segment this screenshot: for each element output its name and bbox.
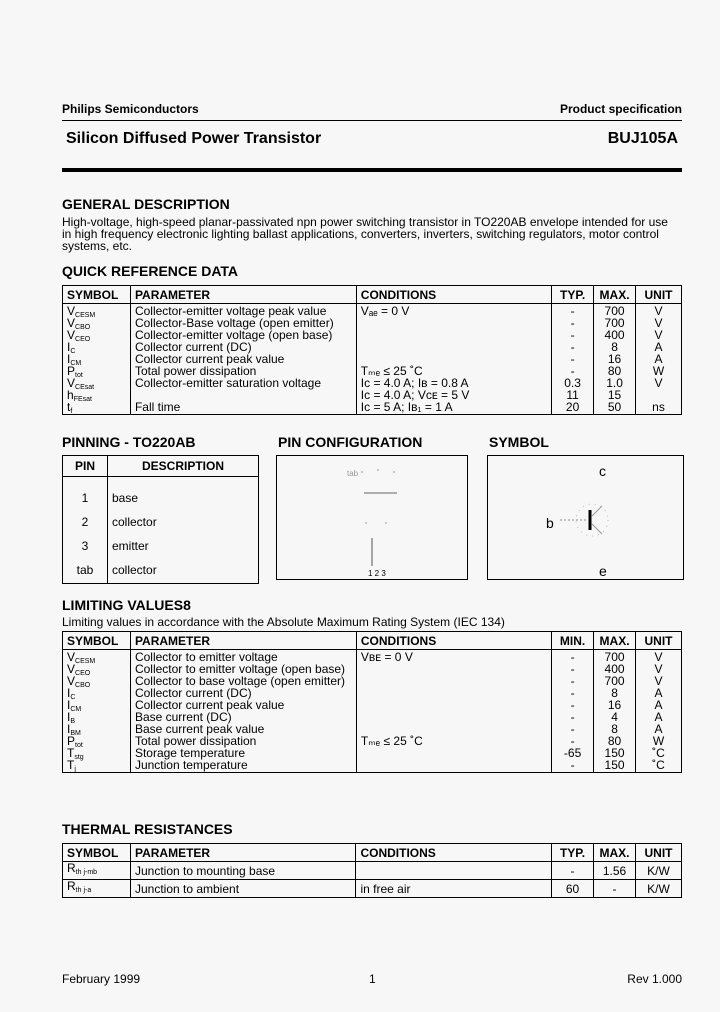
collector-label: c — [599, 463, 606, 479]
col-parameter: PARAMETER — [130, 844, 355, 862]
col-symbol: SYMBOL — [63, 286, 131, 304]
thermal-table — [62, 843, 682, 898]
limiting-values-table — [62, 631, 682, 773]
table-row — [63, 304, 682, 415]
general-description-text — [62, 216, 692, 252]
to220-package-drawing — [277, 456, 467, 579]
document-title: Silicon Diffused Power Transistor — [66, 130, 322, 147]
symbol-cell: $V_{CESM}$ $V_{CBO}$ $V_{CEO}$ $I_C$ $I_{CM}$ $P_{tot}$ $V_{CEsat}$ $h_{FEsat}$ $t_f$ — [63, 304, 131, 415]
parameter-cell: Collector-emitter voltage peak value Collector-Base voltage (open emitter) Collector-emitter voltage (open base) Collector current (DC) Collector current peak value Total power dissipation Collector-emitter saturation voltage Fall time — [130, 304, 356, 415]
title-rule — [62, 168, 682, 172]
thermal-heading: THERMAL RESISTANCES — [62, 821, 233, 837]
col-symbol: SYMBOL — [63, 632, 131, 650]
base-label: b — [546, 515, 554, 531]
col-parameter: PARAMETER — [130, 632, 356, 650]
limiting-values-subtitle: Limiting values in accordance with the Absolute Maximum Rating System (IEC 134) — [62, 615, 505, 629]
symbol-box — [487, 455, 684, 580]
col-unit: UNIT — [636, 286, 682, 304]
npn-transistor-symbol — [488, 456, 683, 579]
pinning-table — [62, 455, 259, 584]
col-max: MAX. — [594, 844, 636, 862]
description-line: High-voltage, high-speed planar-passivated npn power switching transistor in TO220AB envelope intended for use — [62, 215, 668, 229]
col-description: DESCRIPTION — [108, 456, 259, 477]
quick-reference-table — [62, 285, 682, 415]
unit-cell: V V V A A A A W ˚C ˚C — [636, 650, 682, 773]
max-cell: 700 700 400 8 16 80 1.0 15 50 — [594, 304, 636, 415]
symbol-cell: $V_{CESM}$ $V_{CEO}$ $V_{CBO}$ $I_C$ $I_{CM}$ $I_B$ $I_{BM}$ $P_{tot}$ $T_{stg}$ $T_j$ — [63, 650, 131, 773]
table-header-row — [63, 456, 259, 477]
table-header-row — [63, 632, 682, 650]
col-max: MAX. — [594, 632, 636, 650]
conditions-cell: Vₐₑ = 0 V Tₘₑ ≤ 25 ˚C Iᴄ = 4.0 A; Iʙ = 0.8 A Iᴄ = 4.0 A; Vᴄᴇ = 5 V Iᴄ = 5 A; Iʙ₁ = 1 A — [356, 304, 551, 415]
emitter-label: e — [599, 563, 607, 579]
col-max: MAX. — [594, 286, 636, 304]
limiting-values-heading: LIMITING VALUES8 — [62, 597, 191, 613]
tab-label: tab — [347, 469, 359, 478]
description-line: in high frequency electronic lighting ballast applications, converters, inverters, switching regulators, motor control — [62, 227, 659, 241]
footer-revision: Rev 1.000 — [627, 972, 682, 986]
description-line: systems, etc. — [62, 239, 133, 253]
typ-cell: - - - - - - 0.3 11 20 — [552, 304, 594, 415]
footer-date: February 1999 — [62, 972, 141, 986]
pinning-heading: PINNING - TO220AB — [62, 434, 196, 450]
doc-type: Product specification — [559, 102, 682, 116]
pin-configuration-box — [276, 455, 468, 580]
parameter-cell: Collector to emitter voltage Collector to emitter voltage (open base) Collector to base voltage (open emitter) Collector current (DC) Collector current peak value Base current (DC) Base current peak value Total power dissipation Storage temperature Junction temperature — [130, 650, 356, 773]
col-conditions: CONDITIONS — [356, 286, 551, 304]
unit-cell: V V V A A W V ns — [636, 304, 682, 415]
col-conditions: CONDITIONS — [356, 632, 551, 650]
conditions-cell: Vʙᴇ = 0 V Tₘₑ ≤ 25 ˚C — [356, 650, 551, 773]
pin-configuration-heading: PIN CONFIGURATION — [278, 434, 423, 450]
table-row: 1 2 3 tab base collector emitter collector — [63, 477, 259, 584]
col-min: MIN. — [552, 632, 594, 650]
col-unit: UNIT — [636, 844, 682, 862]
table-row — [63, 650, 682, 773]
min-cell: - - - - - - - - -65 - — [552, 650, 594, 773]
col-typ: TYP. — [552, 286, 594, 304]
footer-page-number: 1 — [369, 972, 376, 986]
table-header-row — [63, 286, 682, 304]
table-row: $R_{th j-a}$ Junction to ambient in free air 60 - K/W — [63, 880, 682, 898]
col-pin: PIN — [63, 456, 108, 477]
col-conditions: CONDITIONS — [356, 844, 552, 862]
col-parameter: PARAMETER — [130, 286, 356, 304]
quick-reference-heading: QUICK REFERENCE DATA — [62, 263, 239, 279]
max-cell: 700 400 700 8 16 4 8 80 150 150 — [594, 650, 636, 773]
company-name: Philips Semiconductors — [62, 102, 199, 116]
table-row: $R_{th j-mb}$ Junction to mounting base - 1.56 K/W — [63, 862, 682, 880]
general-description-heading: GENERAL DESCRIPTION — [62, 196, 230, 212]
part-number: BUJ105A — [607, 130, 678, 147]
symbol-heading: SYMBOL — [489, 434, 549, 450]
pin-numbers-label: 1 2 3 — [368, 569, 386, 578]
table-header-row — [63, 844, 682, 862]
col-typ: TYP. — [552, 844, 594, 862]
col-symbol: SYMBOL — [63, 844, 131, 862]
col-unit: UNIT — [636, 632, 682, 650]
header-rule — [62, 120, 682, 121]
